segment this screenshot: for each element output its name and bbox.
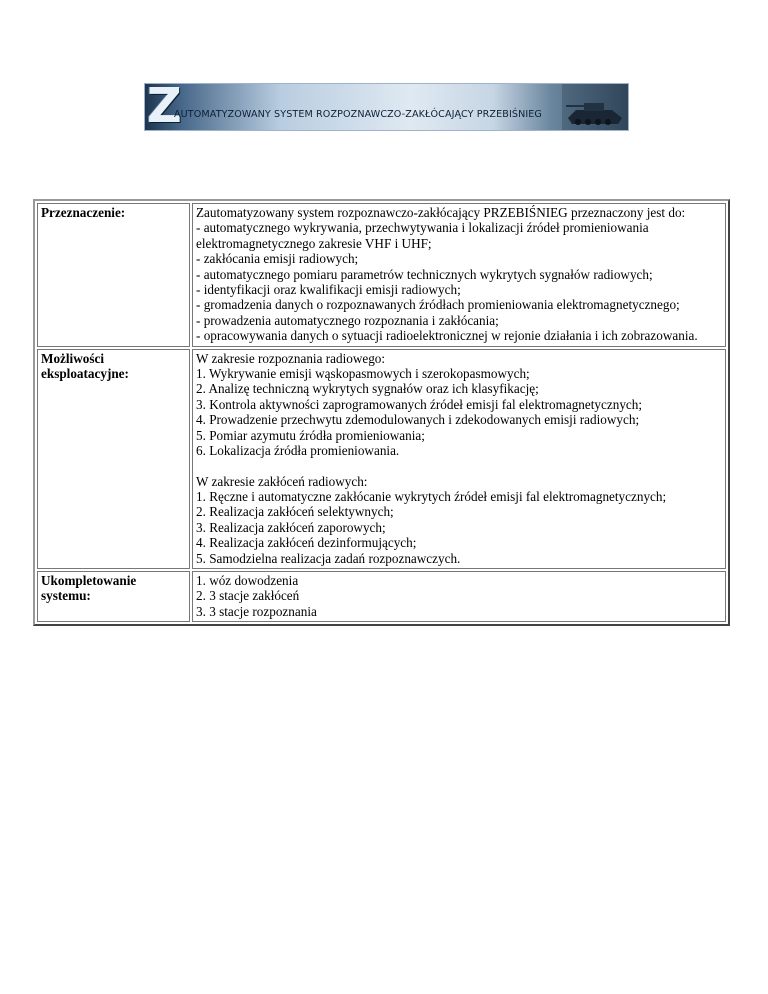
- purpose-line: Zautomatyzowany system rozpoznawczo-zakłócający PRZEBIŚNIEG przeznaczony jest do:: [196, 205, 686, 220]
- row-content: [192, 571, 726, 622]
- recon-line: 4. Prowadzenie przechwytu zdemodulowanych i zdekodowanych emisji radiowych;: [196, 412, 640, 428]
- purpose-line: - prowadzenia automatycznego rozpoznania i zakłócania;: [196, 312, 499, 328]
- jamming-line: 3. Realizacja zakłóceń zaporowych;: [196, 519, 386, 535]
- purpose-line: - gromadzenia danych o rozpoznawanych źródłach promieniowania elektromagnetycznego;: [196, 297, 680, 313]
- purpose-line: - identyfikacji oraz kwalifikacji emisji radiowych;: [196, 282, 461, 298]
- row-label: Przeznaczenie:: [37, 203, 190, 347]
- paragraph-gap: [196, 459, 722, 474]
- table-row: [37, 203, 726, 347]
- row-label: Ukompletowanie systemu:: [37, 571, 190, 622]
- component-line: 2. 3 stacje zakłóceń: [196, 588, 300, 604]
- banner-title: AUTOMATYZOWANY SYSTEM ROZPOZNAWCZO-ZAKŁÓCAJĄCY PRZEBIŚNIEG: [174, 109, 542, 120]
- component-line: 3. 3 stacje rozpoznania: [196, 603, 317, 619]
- specification-table: [33, 199, 730, 626]
- row-content: [192, 349, 726, 569]
- table-row: [37, 571, 726, 622]
- purpose-line: - automatycznego pomiaru parametrów technicznych wykrytych sygnałów radiowych;: [196, 266, 653, 282]
- jamming-line: 2. Realizacja zakłóceń selektywnych;: [196, 504, 394, 520]
- jamming-line: 1. Ręczne i automatyczne zakłócanie wykrytych źródeł emisji fal elektromagnetycznych;: [196, 488, 667, 504]
- component-line: 1. wóz dowodzenia: [196, 572, 299, 588]
- table-row: [37, 349, 726, 569]
- purpose-line: - automatycznego wykrywania, przechwytywania i lokalizacji źródeł promieniowania elektromagnetycznego zakresie VHF i UHF;: [196, 220, 649, 251]
- jamming-line: W zakresie zakłóceń radiowych:: [196, 473, 368, 489]
- recon-line: 3. Kontrola aktywności zaprogramowanych źródeł emisji fal elektromagnetycznych;: [196, 396, 643, 412]
- tank-silhouette-icon: [562, 84, 628, 130]
- row-label: Możliwości eksploatacyjne:: [37, 349, 190, 569]
- purpose-line: - zakłócania emisji radiowych;: [196, 251, 359, 267]
- banner-logo-letter: Z: [147, 83, 182, 131]
- recon-line: 2. Analizę techniczną wykrytych sygnałów oraz ich klasyfikację;: [196, 381, 539, 397]
- recon-line: 1. Wykrywanie emisji wąskopasmowych i szerokopasmowych;: [196, 366, 530, 382]
- recon-line: W zakresie rozpoznania radiowego:: [196, 350, 386, 366]
- row-content: [192, 203, 726, 347]
- purpose-line: - opracowywania danych o sytuacji radioelektronicznej w rejonie działania i ich zobrazowania.: [196, 328, 698, 344]
- jamming-line: 5. Samodzielna realizacja zadań rozpoznawczych.: [196, 550, 461, 566]
- jamming-line: 4. Realizacja zakłóceń dezinformujących;: [196, 535, 417, 551]
- recon-line: 6. Lokalizacja źródła promieniowania.: [196, 443, 400, 459]
- header-banner: [144, 83, 629, 131]
- recon-line: 5. Pomiar azymutu źródła promieniowania;: [196, 427, 425, 443]
